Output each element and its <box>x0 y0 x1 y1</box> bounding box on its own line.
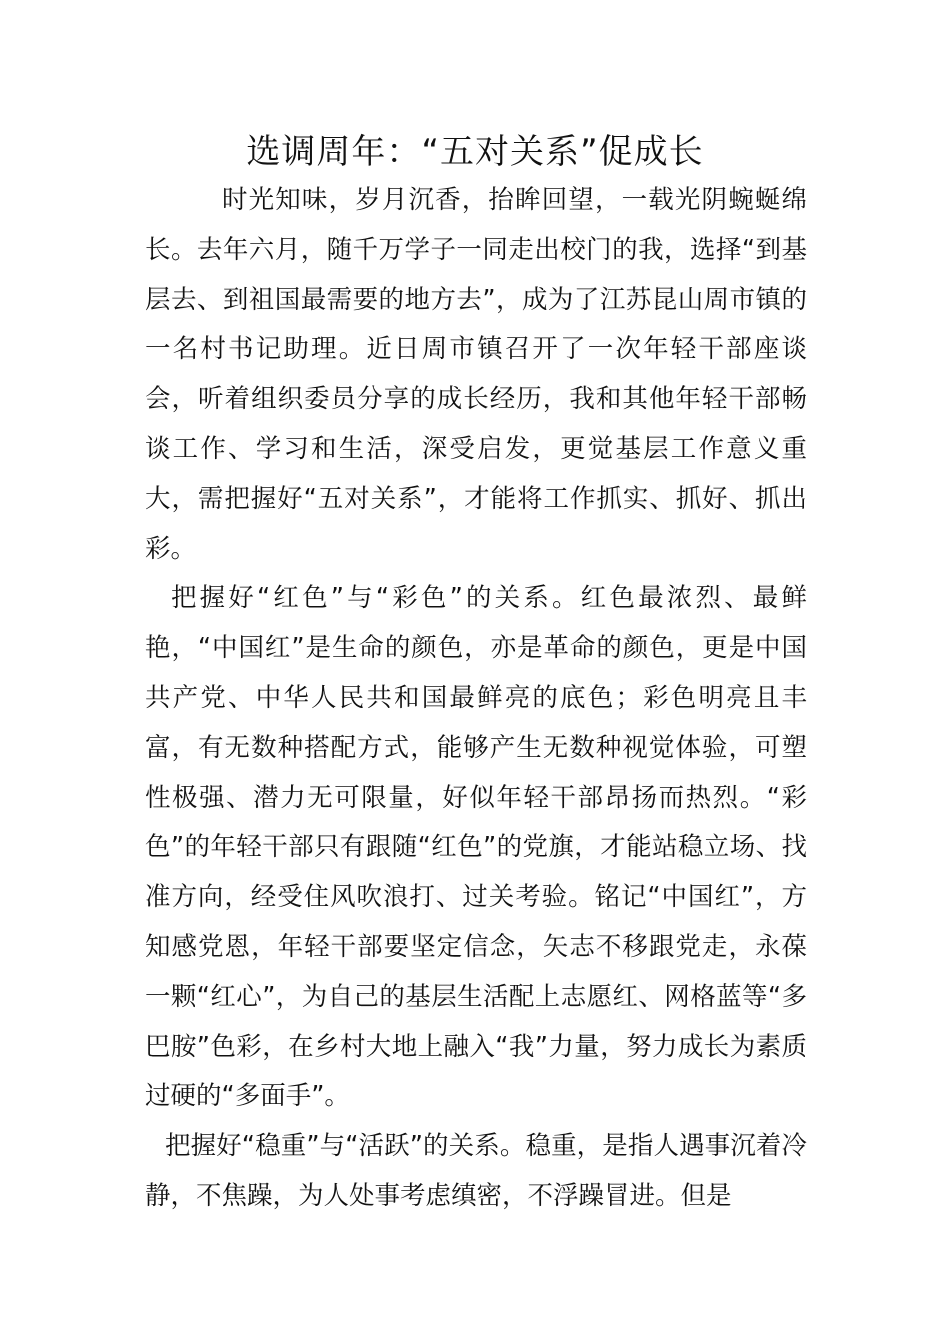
paragraph-red-and-color: 把握好“红色”与“彩色”的关系。红色最浓烈、最鲜艳，“中国红”是生命的颜色，亦是革命的颜色，更是中国共产党、中华人民共和国最鲜亮的底色；彩色明亮且丰富，有无数种搭配方式，能够产生无数种视觉体验，可塑性极强、潜力无可限量，好似年轻干部昂扬而热烈。“彩色”的年轻干部只有跟随“红色”的党旗，才能站稳立场、找准方向，经受住风吹浪打、过关考验。铭记“中国红”，方知感党恩，年轻干部要坚定信念，矢志不移跟党走，永葆一颗“红心”，为自己的基层生活配上志愿红、网格蓝等“多巴胺”色彩，在乡村大地上融入“我”力量，努力成长为素质过硬的“多面手”。 <box>145 583 807 1112</box>
paragraph-intro: 时光知味，岁月沉香，抬眸回望，一载光阴蜿蜒绵长。去年六月，随千万学子一同走出校门的我，选择“到基层去、到祖国最需要的地方去”，成为了江苏昆山周市镇的一名村书记助理。近日周市镇召开了一次年轻干部座谈会，听着组织委员分享的成长经历，我和其他年轻干部畅谈工作、学习和生活，深受启发，更觉基层工作意义重大，需把握好“五对关系”，才能将工作抓实、抓好、抓出彩。 <box>145 185 807 564</box>
article-body <box>145 176 807 1222</box>
document-title: 选调周年：“五对关系”促成长 <box>246 132 704 172</box>
paragraph-steady-and-active: 把握好“稳重”与“活跃”的关系。稳重，是指人遇事沉着冷静，不焦躁，为人处事考虑缜密，不浮躁冒进。但是 <box>145 1131 807 1211</box>
